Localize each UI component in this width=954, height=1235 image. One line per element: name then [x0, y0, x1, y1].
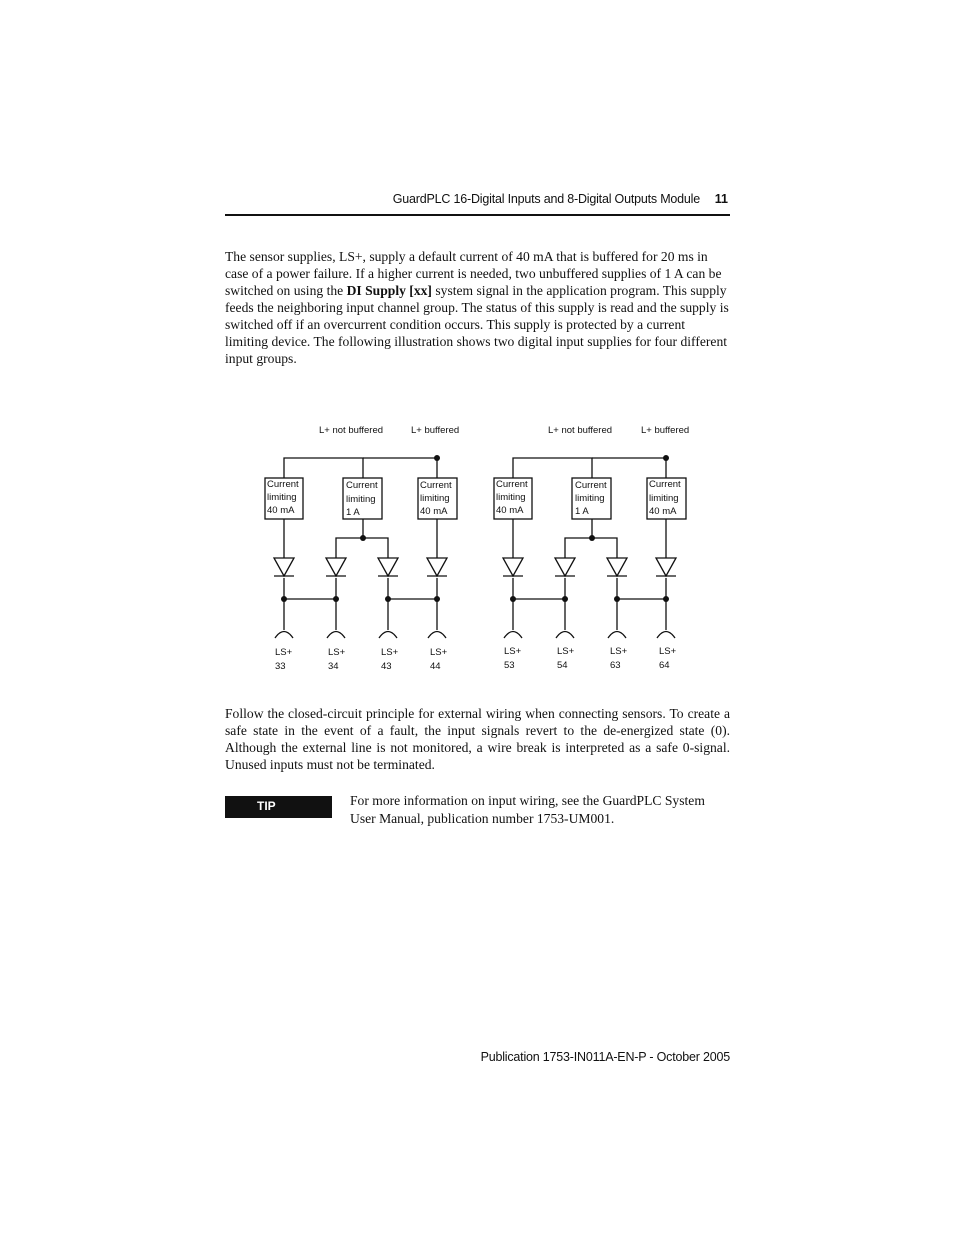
- output-number: 54: [557, 660, 568, 671]
- publication-footer: Publication 1753-IN011A-EN-P - October 2005: [480, 1050, 730, 1064]
- output-number: 43: [381, 661, 392, 672]
- output-number: 34: [328, 661, 339, 672]
- limiter-label: Current: [496, 479, 528, 490]
- di-supply-signal: DI Supply [xx]: [346, 283, 432, 298]
- page-header: [225, 192, 730, 216]
- limiter-label: limiting: [267, 492, 297, 503]
- output-label: LS+: [430, 647, 448, 658]
- output-number: 44: [430, 661, 441, 672]
- limiter-label: Current: [346, 480, 378, 491]
- limiter-label: Current: [649, 479, 681, 490]
- limiter-label: limiting: [575, 493, 605, 504]
- intro-text-2: system signal in the application program. This supply feeds the neighboring input channel group. The status of this supply is read and the supply is switched off if an overcurrent condition occurs. This supply is protected by a current limiting device. The following illustration shows two digital input supplies for four different input groups.: [225, 283, 729, 366]
- limiter-label: 40 mA: [496, 505, 524, 516]
- wiring-paragraph: Follow the closed-circuit principle for external wiring when connecting sensors. To create a safe state in the event of a fault, the input signals revert to the de-energized state (0). Although the external line is not monitored, a wire break is interpreted as a safe 0-signal. Unused inputs must not be terminated.: [225, 706, 730, 772]
- output-label: LS+: [381, 647, 399, 658]
- supply-label-not-buffered: L+ not buffered: [548, 425, 613, 436]
- supply-label-buffered: L+ buffered: [641, 425, 690, 436]
- output-number: 53: [504, 660, 515, 671]
- header-rule: [225, 214, 730, 216]
- output-label: LS+: [659, 646, 677, 657]
- limiter-label: Current: [267, 479, 299, 490]
- tip-label: TIP: [257, 799, 276, 813]
- output-number: 63: [610, 660, 621, 671]
- limiter-label: 1 A: [575, 506, 589, 517]
- intro-text-1: The sensor supplies, LS+, supply a default current of 40 mA that is buffered for 20 ms in case of a power failure. If a higher current is needed, two unbuffered supplies of 1 A can be switched on using the: [225, 249, 722, 298]
- limiter-label: limiting: [346, 494, 376, 505]
- output-label: LS+: [504, 646, 522, 657]
- supply-label-buffered: L+ buffered: [411, 425, 460, 436]
- output-label: LS+: [275, 647, 293, 658]
- intro-paragraph: [225, 248, 730, 367]
- output-number: 64: [659, 660, 670, 671]
- supply-label-not-buffered: L+ not buffered: [319, 425, 384, 436]
- output-number: 33: [275, 661, 286, 672]
- tip-text: For more information on input wiring, see the GuardPLC System User Manual, publication number 1753-UM001.: [350, 793, 705, 826]
- running-title: GuardPLC 16-Digital Inputs and 8-Digital Outputs Module: [392, 192, 700, 206]
- limiter-label: Current: [420, 480, 452, 491]
- output-label: LS+: [557, 646, 575, 657]
- limiter-label: 40 mA: [649, 506, 677, 517]
- output-label: LS+: [610, 646, 628, 657]
- input-supply-diagram: [255, 418, 705, 678]
- limiter-label: 40 mA: [267, 505, 295, 516]
- limiter-label: limiting: [649, 493, 679, 504]
- limiter-label: limiting: [496, 492, 526, 503]
- limiter-label: limiting: [420, 493, 450, 504]
- tip-badge: [225, 796, 332, 818]
- limiter-label: Current: [575, 480, 607, 491]
- page-number: 11: [714, 192, 728, 206]
- output-label: LS+: [328, 647, 346, 658]
- limiter-label: 1 A: [346, 507, 360, 518]
- limiter-label: 40 mA: [420, 506, 448, 517]
